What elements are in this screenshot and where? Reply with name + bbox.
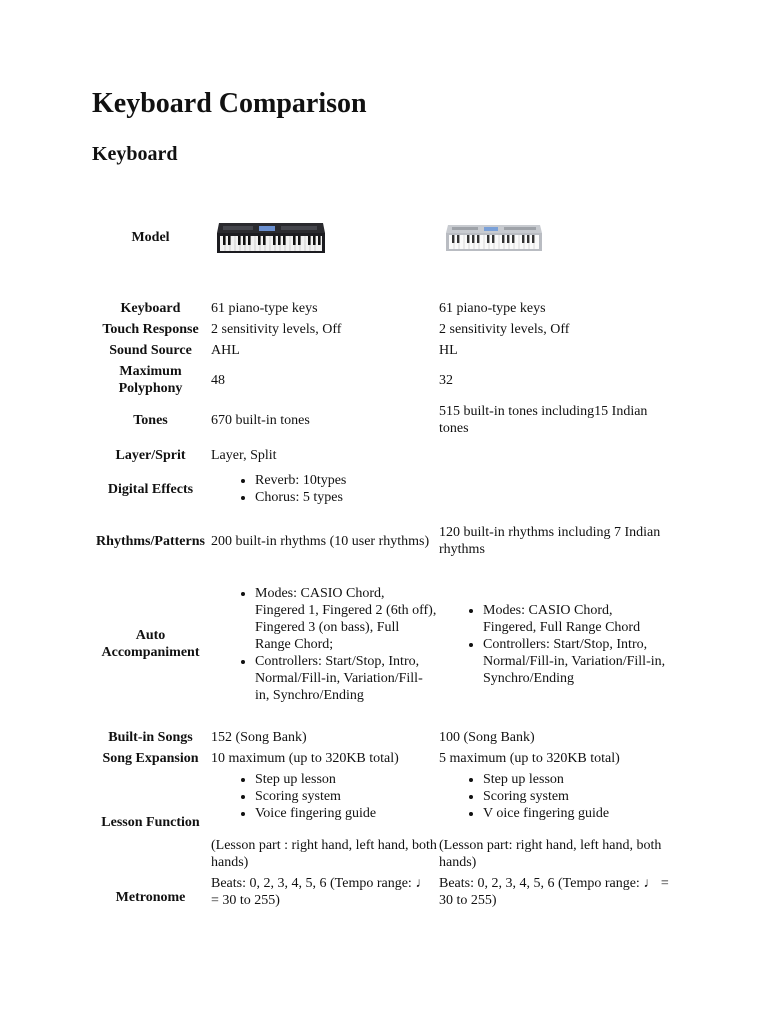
cell-value: 5 maximum (up to 320KB total): [439, 751, 620, 766]
cell-value: 2 sensitivity levels, Off: [439, 322, 570, 337]
lesson-list: [439, 771, 669, 822]
cell-value: AHL: [211, 343, 240, 358]
list-item: • Chorus: 5 types: [255, 489, 437, 506]
cell-value: 48: [211, 372, 225, 388]
list-item: • Scoring system: [255, 788, 437, 805]
effects-list: [211, 472, 437, 506]
row-label: Sound Source: [109, 343, 192, 358]
table-row: [90, 319, 669, 340]
table-row: [90, 769, 669, 835]
table-row: [90, 399, 669, 441]
lesson-note: (Lesson part: right hand, left hand, both hands): [439, 838, 662, 870]
list-item: • Controllers: Start/Stop, Intro, Normal/Fill-in, Variation/Fill-in, Synchro/Ending: [255, 653, 437, 704]
comparison-table: [90, 212, 669, 911]
cell-value: 120 built-in rhythms including 7 Indian rhythms: [439, 525, 661, 557]
table-row: [90, 748, 669, 769]
list-item: • Controllers: Start/Stop, Intro, Normal/Fill-in, Variation/Fill-in, Synchro/Ending: [483, 636, 669, 687]
row-label: Maximum Polyphony: [118, 364, 183, 396]
row-label: Layer/Sprit: [115, 447, 186, 463]
cell-value: 10 maximum (up to 320KB total): [211, 751, 399, 766]
list-item: • Scoring system: [483, 788, 669, 805]
row-label: Metronome: [115, 889, 186, 905]
row-label: Built-in Songs: [108, 730, 193, 745]
row-label: Digital Effects: [107, 481, 194, 497]
cell-value: 61 piano-type keys: [439, 301, 546, 316]
lesson-note: (Lesson part : right hand, left hand, both hands): [211, 838, 437, 870]
list-item: • Modes: CASIO Chord, Fingered, Full Range Chord: [483, 602, 669, 636]
keyboard-silver-image: [444, 219, 544, 255]
cell-value: 61 piano-type keys: [211, 301, 318, 316]
cell-value: 100 (Song Bank): [439, 730, 535, 745]
accompaniment-list: [439, 602, 669, 687]
cell-value: 152 (Song Bank): [211, 730, 307, 745]
table-row: [90, 469, 669, 509]
table-row: [90, 298, 669, 319]
table-row: [90, 573, 669, 715]
list-item: • Voice fingering guide: [255, 805, 437, 822]
keyboard-black-image: [215, 217, 327, 257]
cell-value: Layer, Split: [211, 447, 277, 463]
list-item: • V oice fingering guide: [483, 805, 669, 822]
cell-value: Beats: 0, 2, 3, 4, 5, 6 (Tempo range: ♩ = 30 to 255): [211, 876, 430, 908]
table-row: [90, 873, 669, 911]
table-row: [90, 509, 669, 573]
section-heading: Keyboard: [92, 143, 178, 165]
cell-value: HL: [439, 343, 458, 358]
list-item: • Step up lesson: [483, 771, 669, 788]
list-item: • Reverb: 10types: [255, 472, 437, 489]
cell-value: 515 built-in tones including15 Indian tones: [439, 404, 648, 436]
row-label: Song Expansion: [102, 751, 199, 766]
row-label: Touch Response: [102, 322, 199, 337]
cell-value: 2 sensitivity levels, Off: [211, 322, 342, 337]
cell-value: 200 built-in rhythms (10 user rhythms): [211, 533, 430, 549]
table-row: [90, 340, 669, 361]
row-label: Tones: [133, 412, 168, 428]
cell-value: 32: [439, 372, 453, 388]
table-row: [90, 727, 669, 748]
list-item: • Modes: CASIO Chord, Fingered 1, Fingered 2 (6th off), Fingered 3 (on bass), Full Range Chord;: [255, 585, 437, 653]
row-label: Rhythms/Patterns: [96, 533, 205, 549]
table-row: [90, 361, 669, 399]
row-label: Model: [131, 229, 170, 245]
cell-value: 670 built-in tones: [211, 412, 310, 428]
row-label: Keyboard: [120, 301, 181, 316]
cell-value: [437, 441, 669, 469]
row-label: Auto Accompaniment: [101, 628, 200, 660]
accompaniment-list: [211, 585, 437, 704]
list-item: • Step up lesson: [255, 771, 437, 788]
table-row: [90, 212, 669, 262]
lesson-list: [211, 771, 437, 822]
table-row: [90, 835, 669, 873]
page-title: Keyboard Comparison: [92, 88, 367, 119]
row-label: Lesson Function: [101, 815, 200, 830]
table-row: [90, 441, 669, 469]
cell-value: Beats: 0, 2, 3, 4, 5, 6 (Tempo range: ♩ = 30 to 255): [439, 876, 669, 908]
